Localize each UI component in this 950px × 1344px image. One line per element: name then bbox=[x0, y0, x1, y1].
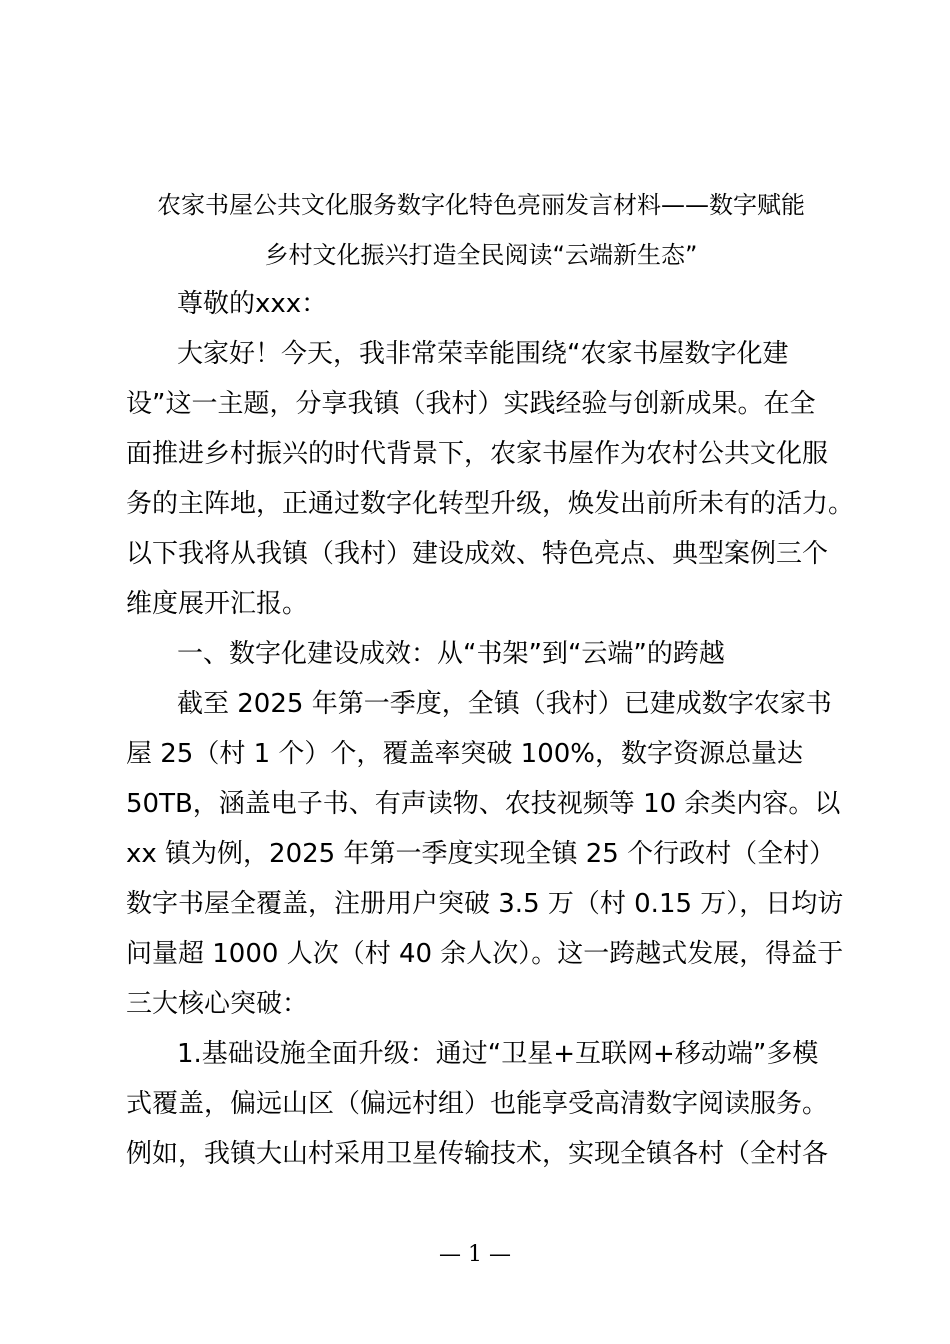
body-line: 1.基础设施全面升级：通过“卫星+互联网+移动端”多模 bbox=[177, 1039, 819, 1069]
body-line: 大家好！今天，我非常荣幸能围绕“农家书屋数字化建 bbox=[177, 339, 789, 369]
body-line: xx 镇为例，2025 年第一季度实现全镇 25 个行政村（全村） bbox=[126, 839, 836, 869]
document-title-line-2: 乡村文化振兴打造全民阅读“云端新生态” bbox=[264, 241, 698, 269]
page-number: — 1 — bbox=[439, 1242, 511, 1267]
body-line: 数字书屋全覆盖，注册用户突破 3.5 万（村 0.15 万），日均访 bbox=[126, 889, 844, 919]
section-heading: 一、数字化建设成效：从“书架”到“云端”的跨越 bbox=[177, 639, 725, 669]
body-line: 截至 2025 年第一季度，全镇（我村）已建成数字农家书 bbox=[177, 689, 832, 719]
body-line: 设”这一主题，分享我镇（我村）实践经验与创新成果。在全 bbox=[126, 389, 816, 419]
body-line: 面推进乡村振兴的时代背景下，农家书屋作为农村公共文化服 bbox=[126, 439, 829, 469]
body-line: 式覆盖，偏远山区（偏远村组）也能享受高清数字阅读服务。 bbox=[126, 1089, 829, 1119]
document-title-line-1: 农家书屋公共文化服务数字化特色亮丽发言材料——数字赋能 bbox=[157, 191, 805, 219]
body-line: 50TB，涵盖电子书、有声读物、农技视频等 10 余类内容。以 bbox=[126, 789, 841, 819]
salutation: 尊敬的xxx： bbox=[177, 289, 328, 319]
body-line: 维度展开汇报。 bbox=[126, 589, 309, 619]
body-line: 例如，我镇大山村采用卫星传输技术，实现全镇各村（全村各 bbox=[126, 1139, 829, 1169]
body-line: 以下我将从我镇（我村）建设成效、特色亮点、典型案例三个 bbox=[126, 539, 829, 569]
body-line: 三大核心突破： bbox=[126, 989, 309, 1019]
body-line: 问量超 1000 人次（村 40 余人次）。这一跨越式发展，得益于 bbox=[126, 939, 844, 969]
body-line: 务的主阵地，正通过数字化转型升级，焕发出前所未有的活力。 bbox=[126, 489, 855, 519]
body-line: 屋 25（村 1 个）个，覆盖率突破 100%，数字资源总量达 bbox=[126, 739, 804, 769]
